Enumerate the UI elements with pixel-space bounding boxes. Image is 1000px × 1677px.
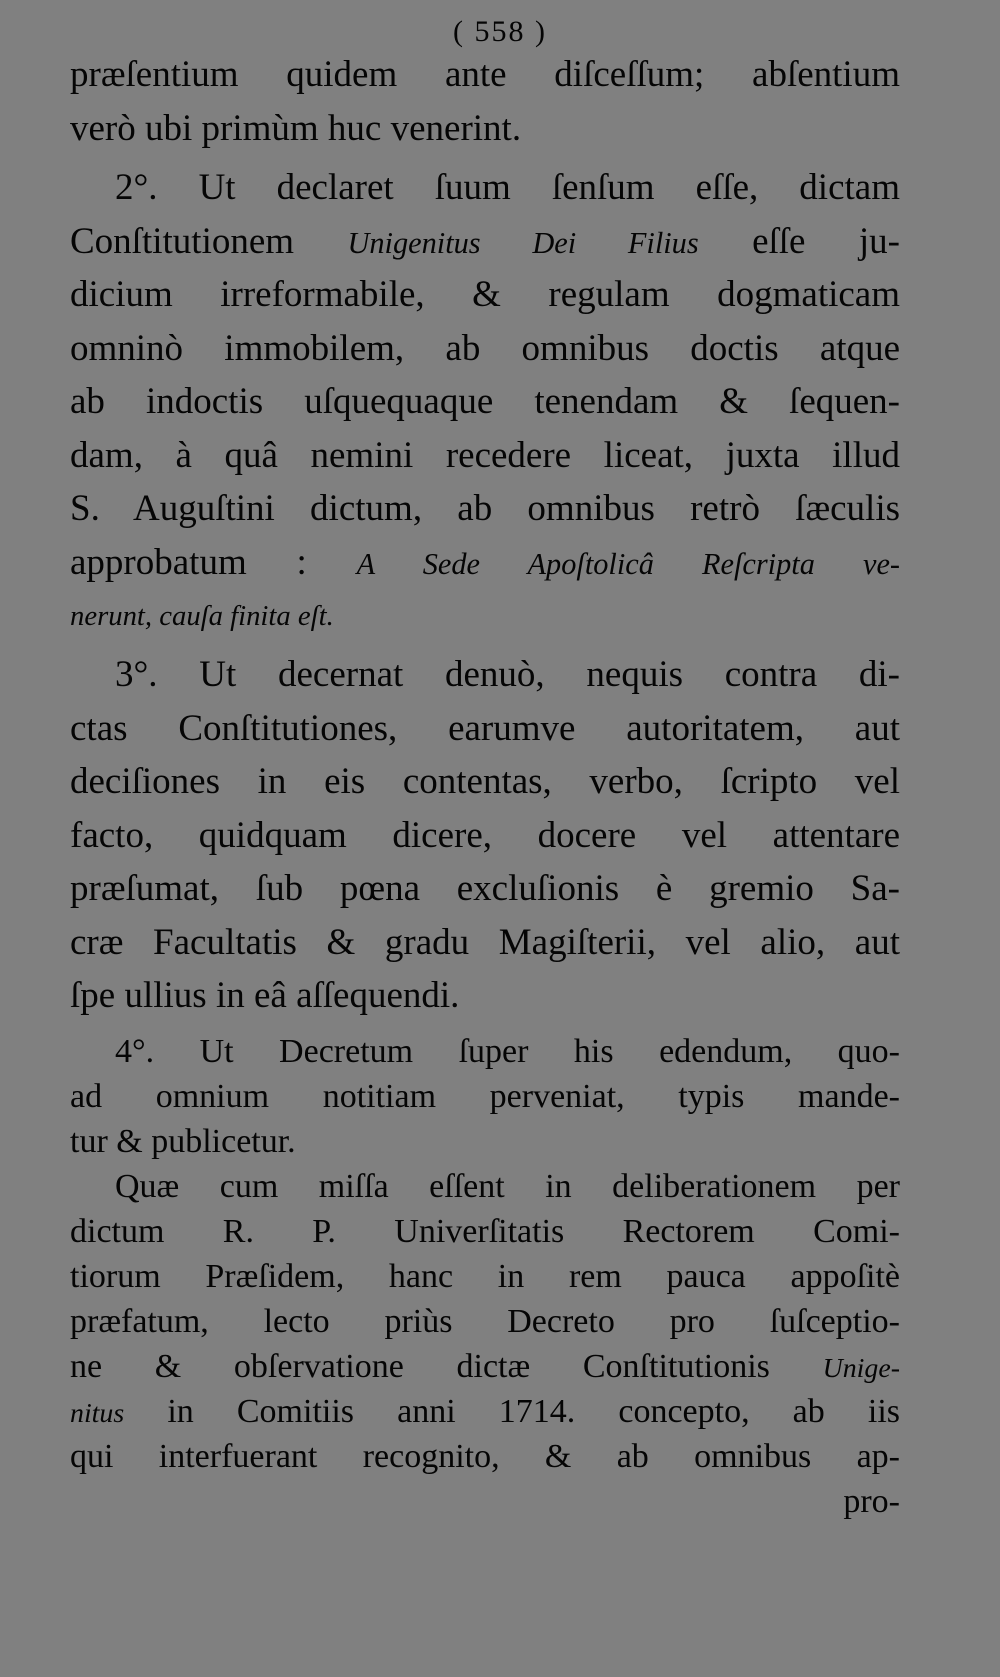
text-line: qui interfuerant recognito, & ab omnibus ap- [70, 1437, 900, 1475]
text-line: ad omnium notitiam perveniat, typis mande- [70, 1077, 900, 1115]
italic-title: nitus [70, 1397, 125, 1429]
text-span: approbatum : [70, 541, 307, 583]
italic-title: Unige- [822, 1352, 900, 1384]
text-line [70, 1344, 900, 1389]
italic-title: Unigenitus Dei Filius [347, 225, 699, 260]
text-line: facto, quidquam dicere, docere vel attentare [70, 814, 900, 856]
text-line: dam, à quâ nemini recedere liceat, juxta illud [70, 434, 900, 476]
paragraph-4-first-line: 4°. Ut Decretum ſuper his edendum, quo- [115, 1032, 900, 1070]
paragraph-2-first-line: 2°. Ut declaret ſuum ſenſum eſſe, dictam [115, 167, 900, 208]
page-number: ( 558 ) [453, 15, 547, 48]
text-line [70, 589, 900, 638]
body-text [70, 48, 900, 1524]
text-line: præſentium quidem ante diſceſſum; abſentium [70, 54, 900, 95]
paragraph-3-first-line: 3°. Ut decernat denuò, nequis contra di- [115, 654, 900, 695]
text-line [70, 1389, 900, 1434]
paragraph-5-first-line: Quæ cum miſſa eſſent in deliberationem per [115, 1167, 900, 1205]
text-line: præſumat, ſub pœna excluſionis è gremio Sa- [70, 868, 900, 909]
text-line [70, 536, 900, 590]
text-line: dicium irreformabile, & regulam dogmaticam [70, 274, 900, 315]
text-line: omninò immobilem, ab omnibus doctis atque [70, 327, 900, 369]
text-span: ne & obſervatione dictæ Conſtitutionis [70, 1347, 770, 1385]
catchword: pro- [843, 1482, 900, 1520]
text-line: cræ Facultatis & gradu Magiſterii, vel alio, aut [70, 921, 900, 963]
italic-quotation: A Sede Apoſtolicâ Reſcripta ve- [356, 546, 901, 581]
text-line: tur & publicetur. [70, 1122, 296, 1160]
text-line: verò ubi primùm huc venerint. [70, 107, 522, 149]
text-line: tiorum Præſidem, hanc in rem pauca appoſitè [70, 1257, 900, 1295]
text-line: ctas Conſtitutiones, earumve autoritatem, aut [70, 707, 900, 749]
italic-quotation: nerunt, cauſa finita eſt. [70, 600, 334, 632]
text-line: præfatum, lecto priùs Decreto pro ſuſceptio- [70, 1302, 900, 1340]
text-line [70, 215, 900, 269]
text-line: deciſiones in eis contentas, verbo, ſcripto vel [70, 761, 900, 802]
text-span: in Comitiis anni 1714. concepto, ab iis [167, 1392, 901, 1430]
text-span: eſſe ju- [752, 220, 901, 262]
text-line: ab indoctis uſquequaque tenendam & ſequen- [70, 381, 900, 422]
text-line: S. Auguſtini dictum, ab omnibus retrò ſæculis [70, 488, 900, 529]
text-line: ſpe ullius in eâ aſſequendi. [70, 975, 460, 1016]
text-line: dictum R. P. Univerſitatis Rectorem Comi- [70, 1212, 900, 1250]
text-span: Conſtitutionem [70, 220, 295, 262]
